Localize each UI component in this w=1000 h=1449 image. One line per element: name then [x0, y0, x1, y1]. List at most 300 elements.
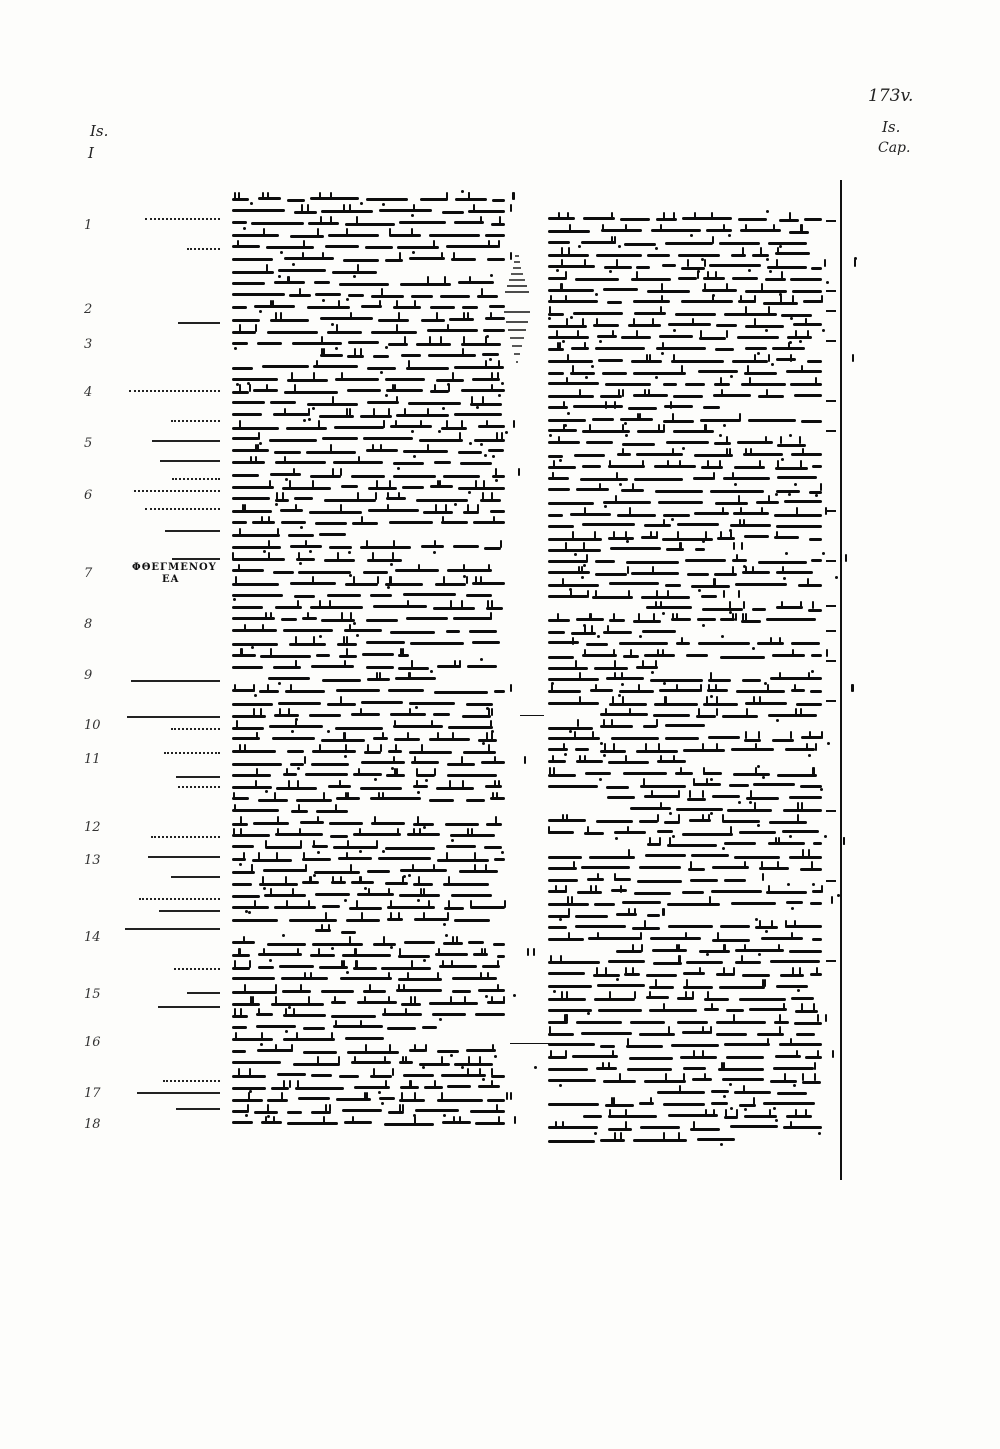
pen-stroke [468, 941, 483, 944]
pen-dot [639, 635, 642, 638]
syriac-text-line [548, 1026, 822, 1038]
pen-stroke [629, 507, 631, 515]
pen-stroke [619, 642, 668, 645]
syriac-text-line [232, 564, 505, 576]
pen-stroke [774, 514, 822, 517]
pen-stroke [277, 528, 279, 536]
pen-stroke [802, 448, 804, 456]
pen-stroke [614, 672, 616, 680]
pen-stroke [700, 419, 741, 422]
pen-stroke [809, 491, 822, 494]
pen-stroke [232, 449, 269, 452]
pen-stroke [315, 293, 341, 296]
syriac-text-line [548, 802, 822, 814]
pen-stroke [797, 814, 799, 822]
pen-stroke [374, 816, 376, 824]
pen-stroke [810, 902, 822, 905]
pen-stroke [792, 649, 794, 657]
pen-stroke [400, 869, 447, 872]
pen-stroke [471, 396, 473, 404]
pen-stroke [308, 222, 339, 225]
pen-dot [382, 850, 385, 853]
pen-stroke [647, 290, 690, 293]
pen-stroke [313, 840, 315, 848]
pen-stroke [277, 1073, 306, 1076]
pen-stroke [661, 295, 663, 303]
pen-stroke [605, 401, 607, 409]
pen-stroke [283, 1014, 326, 1017]
pen-stroke [573, 312, 624, 315]
pen-stroke [442, 211, 463, 214]
pen-stroke [350, 864, 352, 872]
pen-stroke [277, 816, 279, 824]
pen-stroke [353, 576, 355, 584]
pen-stroke [609, 460, 611, 468]
syriac-text-line [548, 625, 822, 637]
pen-stroke [480, 972, 482, 980]
pen-stroke [564, 1014, 566, 1022]
pen-stroke [707, 271, 709, 279]
pen-stroke [445, 823, 479, 826]
pen-stroke [575, 748, 589, 751]
pen-stroke [232, 654, 256, 657]
pen-stroke [445, 504, 447, 512]
syriac-text-line [548, 436, 822, 448]
pen-stroke [614, 401, 616, 409]
pen-stroke [773, 1067, 815, 1070]
pen-stroke [669, 837, 671, 845]
pen-stroke [281, 618, 297, 621]
pen-stroke [381, 288, 383, 296]
pen-stroke [551, 684, 553, 692]
pen-stroke [676, 944, 678, 952]
pen-stroke [429, 738, 470, 741]
pen-stroke [493, 943, 505, 946]
pen-stroke [654, 703, 697, 706]
pen-stroke [238, 192, 240, 200]
pen-stroke [602, 372, 626, 375]
pen-stroke [437, 859, 489, 862]
pen-stroke [747, 365, 749, 373]
pen-stroke [586, 554, 588, 562]
pen-stroke [794, 1022, 822, 1025]
pen-stroke [456, 936, 458, 944]
pen-stroke [808, 609, 822, 612]
pen-stroke [442, 516, 444, 524]
pen-stroke [278, 702, 322, 705]
pen-stroke [478, 1085, 499, 1088]
pen-stroke [592, 418, 615, 421]
pen-stroke [321, 210, 373, 213]
pen-stroke [311, 665, 354, 668]
pen-stroke [796, 507, 798, 515]
pen-stroke [649, 837, 651, 845]
folio-number: 173v. [868, 86, 914, 106]
pen-stroke [446, 630, 460, 633]
pen-stroke [811, 559, 822, 562]
pen-stroke [812, 465, 822, 468]
pen-stroke [723, 477, 770, 480]
pen-stroke [466, 594, 492, 597]
pen-stroke [440, 295, 470, 298]
pen-stroke [514, 1116, 516, 1124]
pen-stroke [235, 576, 237, 584]
pen-stroke [379, 300, 381, 308]
pen-stroke [801, 365, 803, 373]
pen-stroke [730, 524, 771, 527]
pen-dot [599, 340, 602, 343]
pen-stroke [302, 252, 304, 260]
pen-dot [443, 1114, 446, 1117]
pen-stroke [657, 830, 673, 833]
syriac-text-line [548, 967, 822, 979]
marginal-note-stroke [160, 450, 220, 462]
pen-stroke [283, 773, 298, 776]
pen-stroke [702, 743, 704, 751]
pen-stroke [667, 460, 669, 468]
verse-number: 17 [84, 1086, 101, 1101]
pen-dot [799, 340, 802, 343]
pen-stroke [343, 259, 379, 262]
pen-stroke [378, 792, 380, 800]
pen-stroke [800, 601, 802, 609]
syriac-text-line [232, 372, 505, 384]
pen-stroke [498, 240, 500, 248]
margin-tick [826, 220, 836, 222]
pen-stroke [402, 486, 424, 489]
syriac-text-line [232, 456, 505, 468]
pen-stroke [742, 974, 770, 977]
pen-stroke [244, 984, 246, 992]
header-left-book: Is. [90, 122, 109, 140]
pen-stroke [665, 737, 699, 740]
pen-stroke [268, 540, 270, 548]
syriac-text-line [232, 1020, 505, 1032]
pen-stroke [769, 1109, 771, 1117]
syriac-text-line [548, 849, 822, 861]
pen-stroke [329, 546, 352, 549]
syriac-text-line [232, 492, 505, 504]
pen-stroke [548, 938, 584, 941]
syriac-text-line [548, 531, 822, 543]
pen-stroke [315, 893, 349, 896]
pen-stroke [329, 822, 363, 825]
pen-stroke [371, 822, 405, 825]
pen-stroke [336, 689, 380, 692]
pen-stroke [404, 408, 406, 416]
margin-tick [826, 560, 836, 562]
pen-stroke [510, 252, 512, 260]
pen-stroke [385, 1080, 387, 1088]
pen-stroke [491, 223, 505, 226]
pen-stroke [276, 492, 278, 500]
pen-stroke [416, 343, 451, 346]
pen-stroke [562, 578, 564, 586]
pen-stroke [475, 1013, 505, 1016]
pen-stroke [430, 485, 453, 488]
pen-stroke [319, 192, 321, 200]
pen-stroke [270, 648, 272, 656]
pen-stroke [548, 1068, 588, 1071]
pen-stroke [503, 996, 505, 1004]
pen-stroke [758, 731, 760, 739]
syriac-text-line [548, 259, 822, 271]
pen-stroke [373, 408, 375, 416]
pen-stroke [469, 276, 471, 284]
pen-stroke [775, 837, 777, 845]
pen-stroke [665, 584, 681, 587]
pen-stroke [491, 1075, 505, 1078]
pen-stroke [407, 600, 409, 608]
pen-stroke [296, 799, 332, 802]
pen-stroke [340, 696, 342, 704]
pen-stroke [477, 504, 479, 512]
pen-stroke [795, 1109, 797, 1117]
pen-dot [476, 406, 479, 409]
pen-dot [721, 635, 724, 638]
pen-stroke [232, 569, 264, 572]
pen-stroke [259, 883, 298, 886]
pen-stroke [393, 462, 424, 465]
pen-stroke [560, 955, 562, 963]
pen-stroke [665, 242, 713, 245]
pen-stroke [804, 218, 822, 221]
pen-stroke [548, 641, 579, 644]
header-right-book: Is. [882, 118, 901, 136]
pen-stroke [265, 846, 302, 849]
pen-stroke [605, 383, 651, 386]
pen-stroke [622, 901, 661, 904]
pen-stroke [726, 436, 728, 444]
pen-stroke [754, 354, 756, 362]
pen-stroke [473, 521, 505, 524]
pen-stroke [651, 229, 700, 232]
pen-stroke [232, 606, 263, 609]
pen-stroke [308, 408, 310, 416]
pen-stroke [724, 879, 747, 882]
pen-stroke [809, 731, 811, 739]
pen-stroke [418, 876, 420, 884]
pen-stroke [676, 684, 678, 692]
pen-stroke [270, 401, 296, 404]
pen-stroke [439, 965, 477, 968]
pen-stroke [390, 713, 426, 716]
pen-stroke [260, 655, 310, 658]
pen-stroke [673, 430, 714, 433]
pen-stroke [703, 772, 722, 775]
pen-stroke [710, 490, 764, 493]
verse-number: 11 [84, 752, 101, 767]
pen-stroke [735, 949, 784, 952]
pen-stroke [565, 885, 567, 893]
marginal-note-stroke [172, 468, 220, 480]
pen-stroke [370, 594, 392, 597]
syriac-text-line [232, 216, 505, 228]
pen-stroke [775, 252, 809, 255]
pen-stroke [461, 343, 501, 346]
pen-stroke [481, 948, 483, 956]
pen-stroke [568, 908, 570, 916]
pen-stroke [286, 427, 327, 430]
pen-stroke [363, 990, 386, 993]
pen-stroke [379, 209, 432, 212]
pen-stroke [682, 833, 732, 836]
pen-stroke [398, 984, 400, 992]
pen-stroke [611, 1097, 613, 1105]
pen-stroke [447, 569, 492, 572]
pen-stroke [380, 444, 382, 452]
pen-stroke [414, 918, 449, 921]
pen-stroke [387, 1027, 416, 1030]
pen-stroke [579, 755, 581, 763]
pen-stroke [388, 689, 424, 692]
syriac-text-line [232, 444, 505, 456]
pen-stroke [267, 331, 318, 334]
pen-stroke [249, 960, 251, 968]
pen-stroke [232, 895, 260, 898]
pen-stroke [232, 809, 279, 812]
pen-stroke [633, 372, 686, 375]
pen-dot [430, 670, 433, 673]
pen-stroke [253, 708, 255, 716]
pen-stroke [429, 799, 454, 802]
syriac-text-line [232, 648, 505, 660]
pen-stroke [395, 744, 397, 752]
pen-stroke [361, 761, 406, 764]
pen-stroke [265, 840, 267, 848]
syriac-text-line [232, 900, 505, 912]
pen-stroke [595, 684, 597, 692]
pen-stroke [257, 444, 259, 452]
pen-stroke [721, 1062, 723, 1070]
pen-stroke [802, 1073, 804, 1081]
pen-stroke [622, 443, 655, 446]
pen-stroke [650, 1097, 652, 1105]
syriac-text-line [548, 306, 822, 318]
pen-stroke [298, 1097, 330, 1100]
pen-stroke [582, 654, 617, 657]
pen-stroke [735, 583, 787, 586]
pen-stroke [316, 810, 348, 813]
pen-stroke [768, 885, 770, 893]
pen-stroke [421, 744, 423, 752]
pen-stroke [497, 372, 499, 380]
pen-stroke [628, 407, 657, 410]
pen-stroke [732, 360, 769, 363]
pen-stroke [742, 613, 744, 621]
pen-stroke [766, 891, 807, 894]
pen-stroke [814, 1062, 816, 1070]
syriac-text-line [548, 932, 822, 944]
pen-stroke [548, 879, 578, 882]
column-ornament [503, 252, 531, 372]
pen-stroke [410, 642, 463, 645]
pen-stroke [800, 708, 802, 716]
pen-stroke [760, 247, 762, 255]
pen-stroke [366, 619, 398, 622]
pen-stroke [794, 684, 796, 692]
pen-stroke [634, 892, 670, 895]
pen-stroke [287, 199, 305, 202]
pen-stroke [697, 1138, 735, 1141]
pen-stroke [311, 763, 349, 766]
pen-stroke [639, 413, 641, 421]
pen-stroke [677, 523, 719, 526]
pen-stroke [562, 1121, 564, 1129]
pen-stroke [693, 1050, 695, 1058]
pen-stroke [769, 821, 807, 824]
syriac-text-line [232, 972, 505, 984]
pen-stroke [699, 967, 701, 975]
pen-stroke [495, 816, 497, 824]
pen-stroke [692, 318, 694, 326]
pen-stroke [510, 1092, 512, 1100]
pen-stroke [286, 900, 288, 908]
pen-stroke [637, 880, 682, 883]
pen-stroke [360, 546, 410, 549]
syriac-text-line [232, 576, 505, 588]
pen-stroke [346, 852, 348, 860]
pen-stroke [806, 743, 808, 751]
pen-stroke [467, 665, 497, 668]
pen-stroke [260, 708, 262, 716]
pen-stroke [393, 540, 395, 548]
pen-stroke [548, 488, 570, 491]
pen-stroke [809, 538, 822, 541]
pen-stroke [498, 780, 500, 788]
pen-stroke [663, 383, 678, 386]
pen-stroke [652, 318, 654, 326]
pen-stroke [693, 477, 714, 480]
pen-stroke [615, 495, 617, 503]
pen-stroke [605, 708, 607, 716]
pen-stroke [722, 820, 760, 823]
syriac-text-line [548, 1121, 822, 1133]
pen-stroke [310, 954, 335, 957]
pen-stroke [274, 792, 276, 800]
pen-stroke [614, 873, 616, 881]
pen-stroke [681, 637, 683, 645]
pen-stroke [794, 920, 796, 928]
pen-stroke [686, 654, 708, 657]
pen-stroke [305, 773, 348, 776]
pen-stroke [395, 677, 436, 680]
pen-dot [752, 647, 755, 650]
pen-stroke [796, 1033, 815, 1036]
pen-stroke [454, 413, 502, 416]
pen-dot [663, 682, 666, 685]
pen-stroke [416, 780, 418, 788]
pen-stroke [682, 1031, 711, 1034]
pen-stroke [719, 242, 760, 245]
pen-dot [618, 245, 621, 248]
pen-stroke [294, 595, 315, 598]
pen-stroke [702, 608, 743, 611]
pen-stroke [452, 732, 454, 740]
pen-stroke [458, 487, 505, 490]
pen-stroke [792, 295, 794, 303]
pen-stroke [636, 266, 650, 269]
pen-stroke [398, 912, 400, 920]
pen-dot [706, 953, 709, 956]
pen-stroke [232, 367, 253, 370]
pen-stroke [548, 1140, 595, 1143]
pen-dot [729, 529, 732, 532]
pen-stroke [273, 1116, 275, 1124]
pen-stroke [675, 313, 716, 316]
pen-dot [578, 245, 581, 248]
pen-stroke [548, 360, 593, 363]
